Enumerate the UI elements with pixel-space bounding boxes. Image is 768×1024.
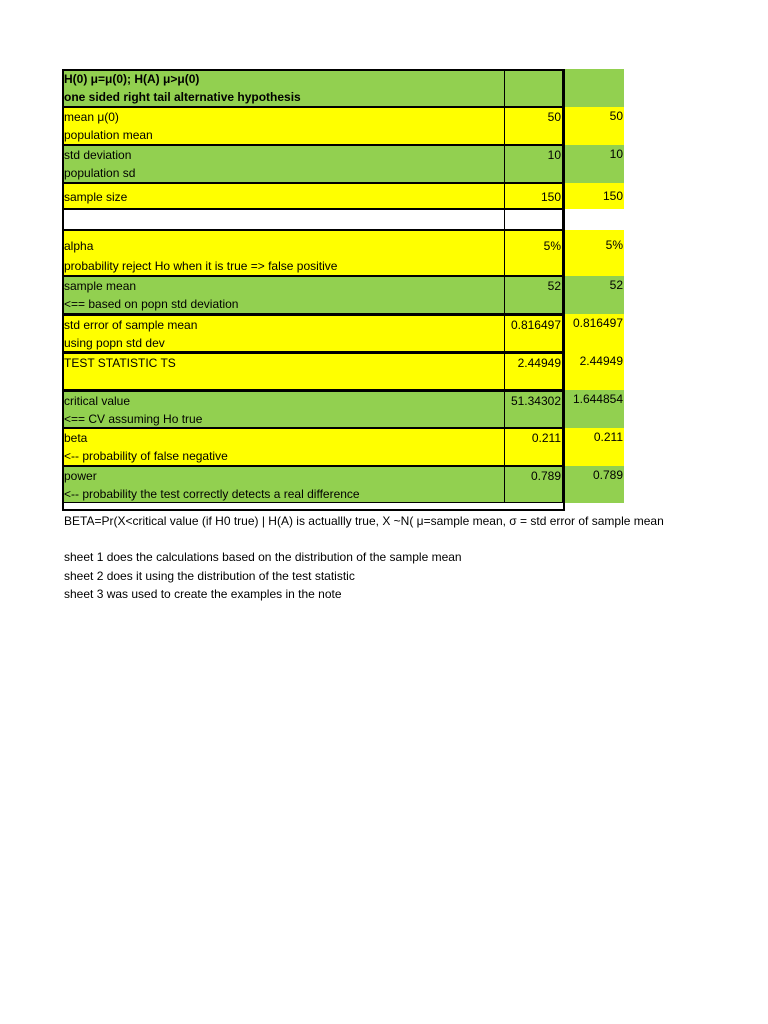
value-cell[interactable]	[504, 107, 564, 145]
value-cell-2[interactable]	[564, 428, 624, 466]
row-value-2: 10	[609, 147, 623, 161]
value-cell-2[interactable]	[564, 390, 624, 428]
label-cell[interactable]	[62, 230, 504, 276]
header-cell[interactable]	[62, 69, 504, 107]
row-value: 0.816497	[510, 318, 561, 332]
alternative-text: one sided right tail alternative hypothesis	[64, 90, 301, 104]
row-sublabel: <-- probability the test correctly detects a real difference	[64, 487, 360, 501]
empty-cell[interactable]	[62, 209, 504, 230]
row-sublabel: population sd	[64, 166, 136, 180]
row-label: sample mean	[64, 279, 137, 293]
row-label: std error of sample mean	[64, 318, 198, 332]
sheet2-note: sheet 2 does it using the distribution of the test statistic	[64, 569, 355, 583]
row-value-2: 52	[609, 278, 623, 292]
row-std-deviation	[62, 145, 624, 183]
value-cell[interactable]	[504, 183, 564, 209]
row-value-2: 0.816497	[572, 316, 623, 330]
row-label: alpha	[64, 239, 94, 253]
header-value-cell[interactable]	[504, 69, 564, 107]
label-cell[interactable]	[62, 145, 504, 183]
row-value: 2.44949	[517, 356, 561, 370]
row-value-2: 1.644854	[572, 392, 623, 406]
row-value: 51.34302	[510, 394, 561, 408]
value-cell[interactable]	[504, 428, 564, 466]
row-label: TEST STATISTIC TS	[64, 356, 176, 370]
row-sublabel: using popn std dev	[64, 336, 165, 350]
value-cell-2[interactable]	[564, 145, 624, 183]
row-label: std deviation	[64, 148, 132, 162]
row-value: 5%	[543, 239, 561, 253]
value-cell[interactable]	[504, 230, 564, 276]
row-test-statistic	[62, 352, 624, 390]
sheet3-note: sheet 3 was used to create the examples in the note	[64, 587, 342, 601]
row-sublabel: population mean	[64, 128, 153, 142]
label-cell[interactable]	[62, 107, 504, 145]
row-label: beta	[64, 431, 88, 445]
label-cell[interactable]	[62, 276, 504, 314]
row-label: critical value	[64, 394, 131, 408]
value-cell-2[interactable]	[564, 466, 624, 503]
beta-formula-note: BETA=Pr(X<critical value (if H0 true) | H(A) is actuallly true, X ~N( μ=sample mean, σ = std error of sample mean	[64, 514, 664, 528]
row-value-2: 0.211	[593, 430, 623, 444]
header-extra-cell[interactable]	[564, 69, 624, 107]
row-label: mean μ(0)	[64, 110, 119, 124]
value-cell-2[interactable]	[564, 276, 624, 314]
value-cell[interactable]	[504, 352, 564, 390]
row-empty	[62, 209, 624, 230]
value-cell[interactable]	[504, 466, 564, 503]
value-cell-2[interactable]	[564, 314, 624, 352]
row-value: 0.789	[530, 469, 561, 483]
row-alpha	[62, 230, 624, 276]
header-row	[62, 69, 624, 107]
row-value: 52	[547, 279, 561, 293]
row-sublabel: <== CV assuming Ho true	[64, 412, 203, 426]
value-cell-2[interactable]	[564, 230, 624, 276]
row-label: power	[64, 469, 97, 483]
row-sublabel: <-- probability of false negative	[64, 449, 228, 463]
row-value: 150	[540, 190, 561, 204]
value-cell[interactable]	[504, 390, 564, 428]
value-cell-2[interactable]	[564, 352, 624, 390]
row-sublabel: <== based on popn std deviation	[64, 297, 239, 311]
row-sublabel: probability reject Ho when it is true => false positive	[64, 259, 338, 273]
row-value: 10	[547, 148, 561, 162]
label-cell[interactable]	[62, 314, 504, 352]
row-std-error	[62, 314, 624, 352]
label-cell[interactable]	[62, 466, 504, 503]
label-cell[interactable]	[62, 352, 504, 390]
row-critical-value	[62, 390, 624, 428]
spreadsheet-grid	[62, 69, 624, 503]
row-sample-mean	[62, 276, 624, 314]
value-cell-2[interactable]	[564, 183, 624, 209]
row-power	[62, 466, 624, 503]
label-cell[interactable]	[62, 428, 504, 466]
label-cell[interactable]	[62, 390, 504, 428]
value-cell[interactable]	[504, 276, 564, 314]
row-value-2: 0.789	[592, 468, 623, 482]
row-value-2: 50	[609, 109, 623, 123]
row-beta	[62, 428, 624, 466]
value-cell-2[interactable]	[564, 107, 624, 145]
empty-value-cell[interactable]	[504, 209, 564, 230]
row-sample-size	[62, 183, 624, 209]
row-value: 0.211	[531, 431, 561, 445]
hypothesis-text: H(0) μ=μ(0); H(A) μ>μ(0)	[64, 72, 200, 86]
row-mean	[62, 107, 624, 145]
empty-value-cell-2[interactable]	[564, 209, 624, 230]
row-value-2: 5%	[605, 238, 623, 252]
label-cell[interactable]	[62, 183, 504, 209]
sheet1-note: sheet 1 does the calculations based on the distribution of the sample mean	[64, 550, 462, 564]
value-cell[interactable]	[504, 145, 564, 183]
row-value: 50	[547, 110, 561, 124]
value-cell[interactable]	[504, 314, 564, 352]
row-label: sample size	[64, 190, 128, 204]
row-value-2: 150	[602, 189, 623, 203]
row-value-2: 2.44949	[579, 354, 623, 368]
